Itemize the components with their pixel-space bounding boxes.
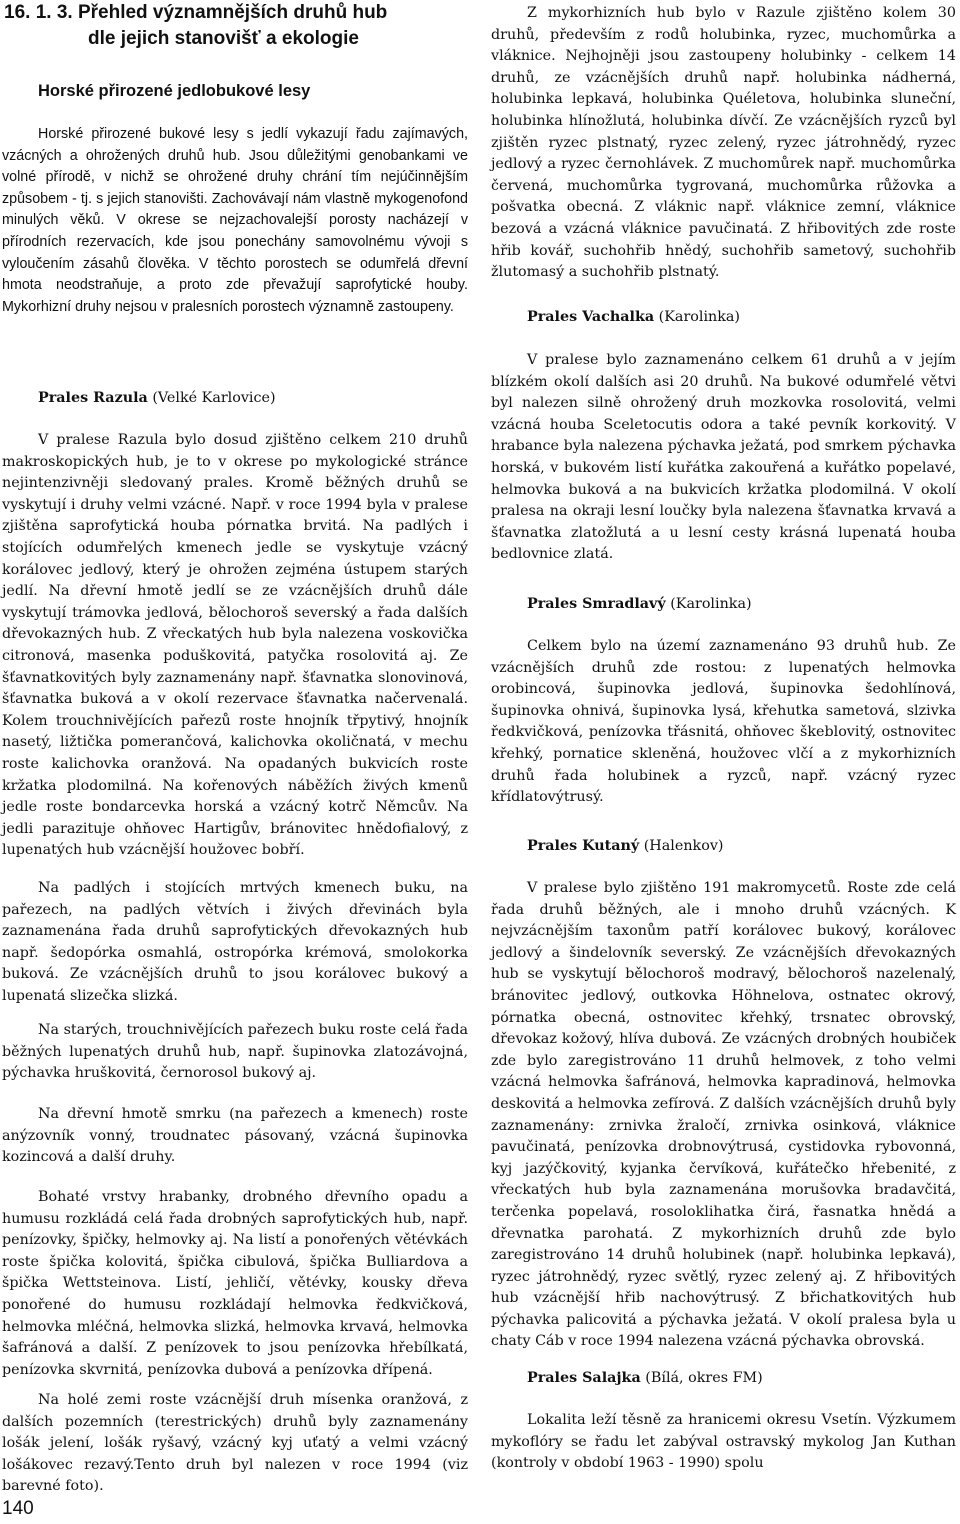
heading-smradlavy <box>527 596 752 612</box>
heading-kutany-location: (Halenkov) <box>643 838 724 854</box>
section-title-line2: dle jejich stanovišť a ekologie <box>88 28 359 49</box>
salajka-paragraph: Lokalita leží těsně za hranicemi okresu Vsetín. Výzkumem mykoflóry se řadu let zabýval ostravský mykolog Jan Kuthan (kontroly v období 1963 - 1990) spolu <box>491 1412 956 1472</box>
heading-vachalka-name: Prales Vachalka <box>527 309 655 325</box>
page-number: 140 <box>2 1498 34 1519</box>
heading-salajka-name: Prales Salajka <box>527 1370 641 1386</box>
mycorrhiza-paragraph: Z mykorhizních hub bylo v Razule zjištěno kolem 30 druhů, především z rodů holubinka, ryzec, muchomůrka a vláknice. Nejhojněji jsou zastoupeny holubinky - celkem 14 druhů, ze vzácnějších druhů např. holubinka nádherná, holubinka lepkavá, holubinka Quéletova, holubinka sluneční, holubinka hlínožlutá, holubinka dívčí. Ze vzácnějších ryzců byl zjištěn ryzec plstnatý, ryzec zelený, ryzec játrohnědý, ryzec jedlový a ryzec černohlávek. Z muchomůrek např. muchomůrka červená, muchomůrka tygrovaná, muchomůrka růžovka a pošvatka obecná. Z vláknic např. vláknice zemní, vláknice bezová a vzácná vláknice pavučinatá. Z hřibovitých zde roste hřib kovář, suchohřib hnědý, suchohřib sametový, suchohřib žlutomasý a suchohřib plstnatý. <box>491 5 956 281</box>
heading-kutany-name: Prales Kutaný <box>527 838 640 854</box>
section-title-line1: Přehled významnějších druhů hub <box>77 2 388 23</box>
section-number: 16. 1. 3. <box>4 2 73 23</box>
heading-razula-name: Prales Razula <box>38 390 148 406</box>
stumps-paragraph: Na starých, trouchnivějících pařezech buku roste celá řada běžných lupenatých druhů hub, např. šupinovka zlatozávojná, pýchavka hruškovitá, černorosol bukový aj. <box>2 1022 468 1082</box>
smradlavy-paragraph: Celkem bylo na území zaznamenáno 93 druhů hub. Ze vzácnějších druhů zde rostou: z lupenatých helmovka orobincová, šupinovka jedlová, šupinovka šedohlínová, šupinovka ohnivá, šupinovka lysá, křehutka sametová, slzivka ředkvičková, penízovka třásnitá, ohňovec škeblovitý, ostnovitec křehký, pornatice skleněná, houžovec vlčí a z mykorhizních druhů řada holubinek a ryzců, např. vzácný ryzec křídlatovýtrusý. <box>491 638 956 806</box>
intro-paragraph: Horské přirozené bukové lesy s jedlí vykazují řadu zajímavých, vzácných a ohrožených druhů hub. Jsou důležitými genobankami ve volné přírodě, v nichž se ohrožené druhy chrání tím nejúčinnějším způsobem - tj. s jejich stanovišti. Zachovávají nám vlastně mykogenofond minulých věků. V okrese se nejzachovalejší porosty nacházejí v přírodních rezervacích, kde jsou ponechány samovolnému vývoji s vyloučením zásahů člověka. V těchto porostech se odumřelá dřevní hmota neodstraňuje, a proto zde převažují saprofytické houby. Mykorhizní druhy nejsou v pralesních porostech významně zastoupeny. <box>2 126 468 315</box>
heading-salajka <box>527 1370 763 1386</box>
litter-paragraph: Bohaté vrstvy hrabanky, drobného dřevního opadu a humusu rozkládá celá řada drobných saprofytických hub, např. penízovky, špičky, helmovky aj. Na listí a ponořených větévkách roste špička kolovitá, špička cibulová, špička Bulliardova a špička Wettsteinova. Listí, jehličí, větévky, kousky dřeva ponořené do humusu rozkládají helmovka ředkvičková, helmovka mléčná, helmovka slizká, helmovka krvavá, helmovka šafránová a další. Z penízovek to jsou penízovka hřebílkatá, penízovka skvrnitá, penízovka dubová a penízovka dřípená. <box>2 1189 468 1378</box>
soil-paragraph: Na holé zemi roste vzácnější druh mísenka oranžová, z dalších pozemních (terestrických) druhů byly zaznamenány lošák jelení, lošák ryšavý, vzácný kyj uťatý a velmi vzácný lošákovec rezavý.Tento druh byl nalezen v roce 1994 (viz barevné foto). <box>2 1392 468 1495</box>
heading-kutany <box>527 838 723 854</box>
heading-smradlavy-name: Prales Smradlavý <box>527 596 666 612</box>
heading-smradlavy-location: (Karolinka) <box>670 596 752 612</box>
spruce-paragraph: Na dřevní hmotě smrku (na pařezech a kmenech) roste anýzovník vonný, troudnatec pásovaný, vzácná šupinovka kozincová a další druhy. <box>2 1106 468 1166</box>
beech-trunks-paragraph: Na padlých i stojících mrtvých kmenech buku, na pařezech, na padlých větvích i živých dřevinách byla zaznamenána řada druhů saprofytických dřevokazných hub např. šedopórka osmahlá, ostropórka krémová, smolokorka buková. Ze vzácnějších druhů to jsou korálovec bukový a lupenatá slizečka slizká. <box>2 880 468 1004</box>
heading-razula <box>38 390 276 406</box>
vachalka-paragraph: V pralese bylo zaznamenáno celkem 61 druhů a v jejím blízkém okolí dalších asi 20 druhů. Na bukové odumřelé větvi byl nalezen silně ohrožený druh mozkovka rosolovitá, velmi vzácná houba Sceletocutis odora a také pevník korkovitý. V hrabance byla nalezena pýchavka ježatá, pod smrkem pýchavka horská, v bukovém listí kuřátka zakouřená a kuřátko popelavé, helmovka buková a na bukvicích kržatka plodomilná. V okolí pralesa na okraji lesní loučky byla nalezena šťavnatka krvavá a šťavnatka zlatožlutá a u lesní cesty krásná lupenatá houba bedlovnice zlatá. <box>491 352 956 563</box>
razula-paragraph: V pralese Razula bylo dosud zjištěno celkem 210 druhů makroskopických hub, je to v okrese po mykologické stránce nejintenzivněji sledovaný prales. Kromě běžných druhů se vyskytují i druhy velmi vzácné. Např. v roce 1994 byla v pralese zjištěna saprofytická houba pórnatka brvitá. Na padlých i stojících odumřelých kmenech jedle se vyskytuje vzácný korálovec jedlový, který je ohrožen zejména ústupem starých jedlí. Na dřevní hmotě jedlí se ze vzácnějších druhů dále vyskytují trámovka jedlová, bělochoroš severský a řada dalších dřevokazných hub. Z vřeckatých hub byla nalezena voskovička citronová, masenka poduškovitá, patyčka rosolovitá aj. Ze šťavnatkovitých byly zaznamenány např. šťavnatka slonovinová, šťavnatka buková a v okolí rezervace šťavnatka načervenalá. Kolem trouchnivějících pařezů roste hnojník třpytivý, hnojník nasetý, ližtička pomerančová, kalichovka okoličnatá, v mechu roste kalichovka oranžová. Na opadaných bukvicích roste kržatka plodomilná. Na kořenových náběžích živých kmenů jedle roste bondarcevka horská a vzácný kotrč Němcův. Na jedli parazituje ohňovec Hartigův, bránovitec hnědofialový, z lupenatých hub vzácnější houžovec bobří. <box>2 432 468 859</box>
kutany-paragraph: V pralese bylo zjištěno 191 makromycetů. Roste zde celá řada druhů běžných, ale i mnoho druhů vzácných. K nejvzácnějším taxonům patří korálovec bukový, korálovec jedlový a šindelovník severský. Ze vzácnějších dřevokazných hub se vyskytují bělochoroš modravý, bělochoroš nazelenalý, bránovitec jedlový, outkovka Höhnelova, ostnatec okrový, pórnatka obecná, ostnovitec křehký, trsnatec obrovský, dřevokaz kožový, hlíva dubová. Ze vzácných drobných houbiček zde bylo zaregistrováno 11 druhů helmovek, z toho velmi vzácná helmovka šafránová, helmovka kapradinová, helmovka deskovitá a helmovka zefírová. Z dalších vzácnějších druhů byly zaznamenány: zrnivka žraločí, zrnivka osinková, vláknice pavučinatá, penízovka drobnovýtrusá, cystidovka rybovonná, kyj jazýčkovitý, kyjanka červíková, kuřátečko hřebenité, z vřeckatých hub byla zaznamenána morušovka bradavčitá, terčenka popelavá, rosoloklihatka čirá, řasnatka hnědá a dřevnatka parohatá. Z mykorhizních druhů zde bylo zaregistrováno 14 druhů holubinek (např. holubinka lepkavá), ryzec játrohnědý, ryzec světlý, ryzec zelený aj. Z hřibovitých hub vzácnější hřib nachovýtrusý. Z břichatkovitých hub pýchavka palicovitá a pýchavka ježatá. V okolí pralesa byla u chaty Cáb v roce 1994 nalezena vzácná pýchavka obrovská. <box>491 880 956 1350</box>
heading-razula-location: (Velké Karlovice) <box>152 390 276 406</box>
heading-vachalka <box>527 309 740 325</box>
heading-salajka-location: (Bílá, okres FM) <box>645 1370 763 1386</box>
heading-vachalka-location: (Karolinka) <box>658 309 740 325</box>
section-title <box>4 0 387 52</box>
section-subheading: Horské přirozené jedlobukové lesy <box>38 82 311 100</box>
